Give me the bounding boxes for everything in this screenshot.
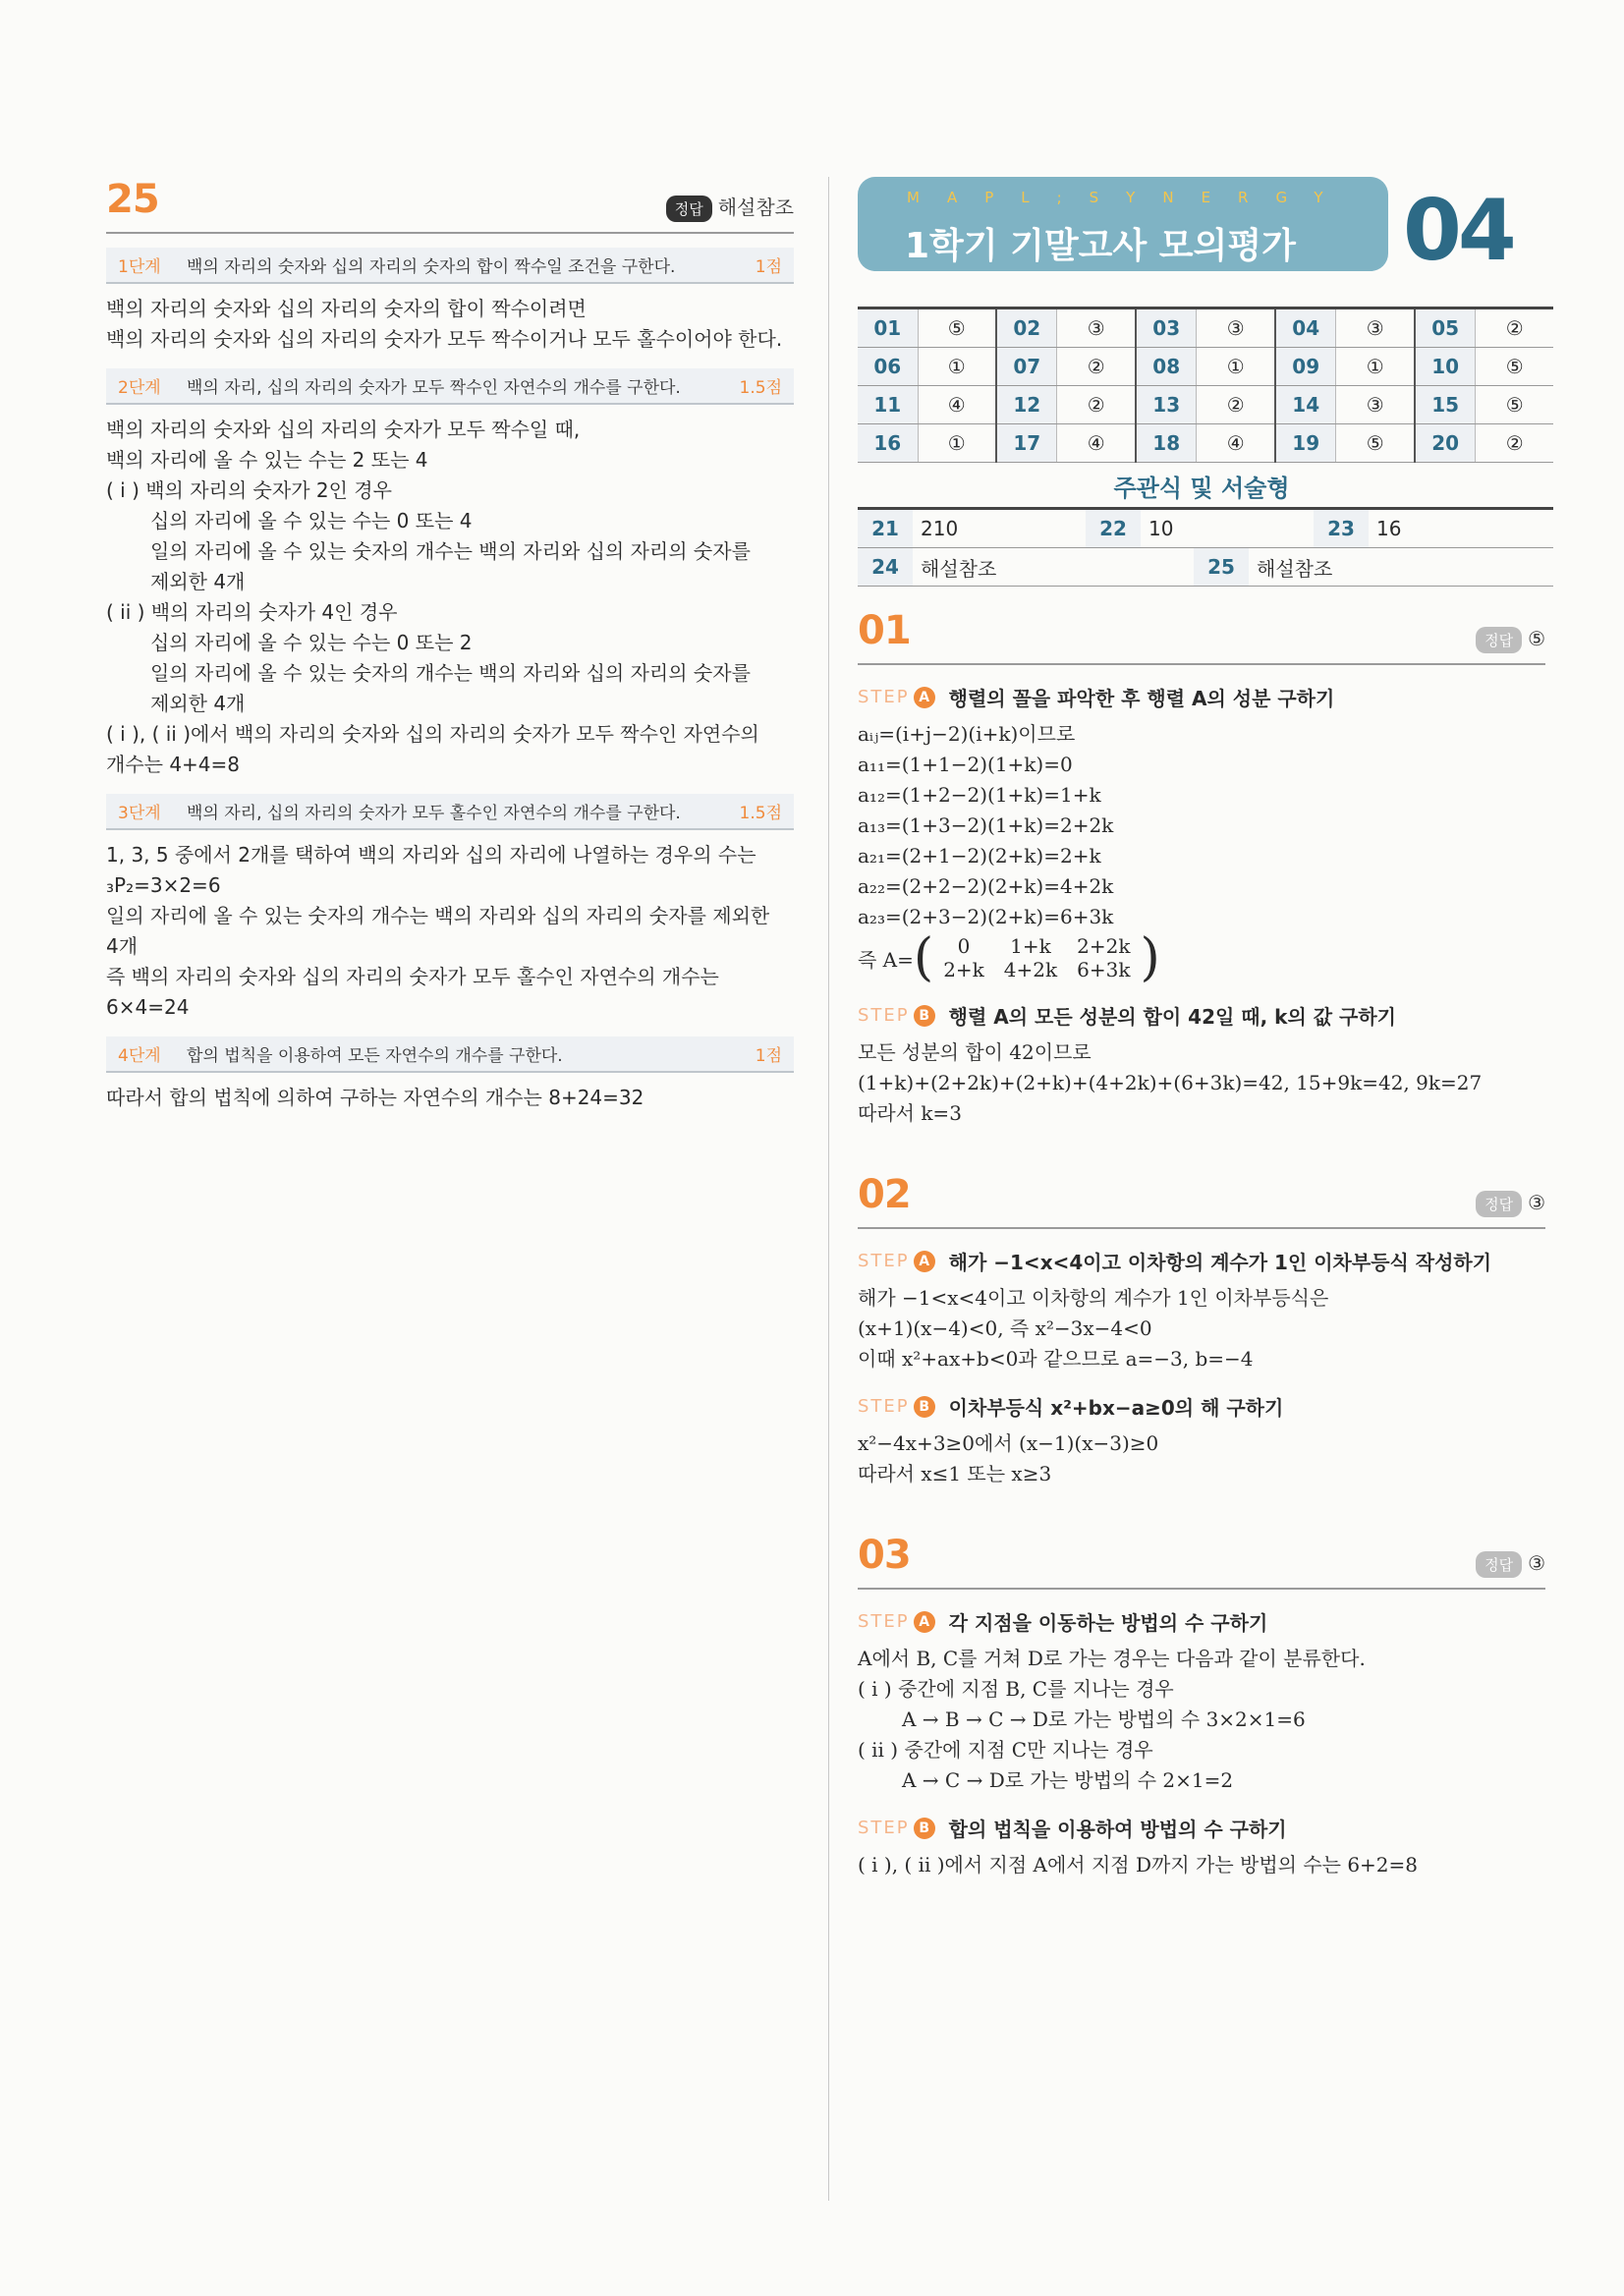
step-heading <box>858 1814 1545 1842</box>
cell-answer: 16 <box>1369 509 1553 548</box>
q25-header <box>106 177 794 234</box>
cell-number: 04 <box>1275 308 1336 348</box>
left-paren: ( <box>913 928 934 987</box>
stage-desc: 합의 법칙을 이용하여 모든 자연수의 개수를 구한다. <box>187 1046 563 1066</box>
exam-banner <box>858 177 1545 285</box>
text-line: ( i ) 백의 자리의 숫자가 2인 경우 <box>106 478 392 502</box>
stage-points: 1.5점 <box>739 378 782 398</box>
text-line: a₂₂=(2+2−2)(2+k)=4+2k <box>858 874 1114 898</box>
cell-answer: ① <box>918 348 996 386</box>
text-line: 백의 자리의 숫자와 십의 자리의 숫자가 모두 짝수일 때, <box>106 418 581 441</box>
text-line: a₁₂=(1+2−2)(1+k)=1+k <box>858 783 1101 807</box>
text-line: 4개 <box>106 934 139 958</box>
cell-answer: ① <box>1336 348 1415 386</box>
right-column <box>858 177 1545 1880</box>
cell-number: 02 <box>996 308 1057 348</box>
answer-badge: 정답 <box>1476 627 1522 653</box>
subjective-title: 주관식 및 서술형 <box>1113 475 1290 502</box>
step-title: 행렬 A의 모든 성분의 합이 42일 때, k의 값 구하기 <box>948 1005 1396 1029</box>
cell-answer: ⑤ <box>918 308 996 348</box>
table-row <box>858 548 1553 587</box>
step-title: 이차부등식 x²+bx−a≥0의 해 구하기 <box>948 1396 1284 1420</box>
cell-number: 15 <box>1415 386 1476 424</box>
text-line: 따라서 합의 법칙에 의하여 구하는 자연수의 개수는 8+24=32 <box>106 1086 644 1109</box>
solution-body <box>858 719 1545 987</box>
matrix-a <box>858 928 1160 987</box>
cell-number: 01 <box>858 308 918 348</box>
stage-body <box>106 294 794 355</box>
step-letter-icon: B <box>914 1005 935 1027</box>
text-line: aᵢⱼ=(i+j−2)(i+k)이므로 <box>858 722 1076 746</box>
matrix-table <box>933 934 1140 981</box>
text-line: 6×4=24 <box>106 995 190 1019</box>
cell-number: 07 <box>996 348 1057 386</box>
text-line: ( i ), ( ii )에서 백의 자리의 숫자와 십의 자리의 숫자가 모두 짝수인 자연수의 <box>106 722 759 746</box>
step-letter-icon: A <box>914 1611 935 1633</box>
stage-bar <box>106 248 794 284</box>
matrix-cell: 4+2k <box>1003 958 1058 981</box>
cell-answer: ② <box>1057 348 1136 386</box>
text-line: 십의 자리에 올 수 있는 수는 0 또는 4 <box>150 509 473 532</box>
solution-body <box>858 1428 1545 1489</box>
stage-desc: 백의 자리, 십의 자리의 숫자가 모두 짝수인 자연수의 개수를 구한다. <box>187 378 681 398</box>
cell-answer: ③ <box>1336 308 1415 348</box>
column-divider <box>828 177 829 2201</box>
text-line: x²−4x+3≥0에서 (x−1)(x−3)≥0 <box>858 1431 1159 1455</box>
answer-label <box>666 192 794 222</box>
text-line: 1, 3, 5 중에서 2개를 택하여 백의 자리와 십의 자리에 나열하는 경우의 수는 <box>106 843 756 867</box>
text-line: ₃P₂=3×2=6 <box>106 873 221 897</box>
cell-number: 13 <box>1136 386 1197 424</box>
step-heading <box>858 1392 1545 1421</box>
step-heading <box>858 1247 1545 1275</box>
text-line: (x+1)(x−4)<0, 즉 x²−3x−4<0 <box>858 1316 1152 1340</box>
stage-desc: 백의 자리의 숫자와 십의 자리의 숫자의 합이 짝수일 조건을 구한다. <box>187 257 676 277</box>
cell-answer: 해설참조 <box>913 548 1194 587</box>
matrix-prefix: 즉 A= <box>858 947 914 972</box>
question-number: 25 <box>106 177 159 222</box>
step-title: 합의 법칙을 이용하여 방법의 수 구하기 <box>948 1818 1287 1841</box>
cell-number: 06 <box>858 348 918 386</box>
solution-body <box>858 1644 1545 1796</box>
cell-answer: ② <box>1476 308 1553 348</box>
question-number: 03 <box>858 1533 911 1578</box>
stage-bar <box>106 794 794 830</box>
question-number: 01 <box>858 608 911 653</box>
stage-label: 3단계 <box>118 804 161 823</box>
banner-subtitle: MAPL;SYNERGY <box>907 189 1351 206</box>
text-line: 일의 자리에 올 수 있는 숫자의 개수는 백의 자리와 십의 자리의 숫자를 <box>150 539 751 563</box>
cell-number: 17 <box>996 424 1057 463</box>
text-line: 해가 −1<x<4이고 이차항의 계수가 1인 이차부등식은 <box>858 1286 1329 1310</box>
answer-badge: 정답 <box>666 196 712 222</box>
stage-body <box>106 1083 794 1113</box>
matrix-cell: 2+k <box>943 958 984 981</box>
text-line: ( i ), ( ii )에서 지점 A에서 지점 D까지 가는 방법의 수는 6+2=8 <box>858 1853 1419 1876</box>
answer-value: ⑤ <box>1528 627 1545 650</box>
text-line: 제외한 4개 <box>150 570 246 593</box>
cell-number: 09 <box>1275 348 1336 386</box>
cell-number: 25 <box>1194 548 1249 587</box>
cell-number: 20 <box>1415 424 1476 463</box>
text-line: 개수는 4+4=8 <box>106 753 241 776</box>
matrix-cell: 6+3k <box>1077 958 1131 981</box>
cell-answer: ② <box>1057 386 1136 424</box>
text-line: 이때 x²+ax+b<0과 같으므로 a=−3, b=−4 <box>858 1347 1254 1371</box>
cell-answer: ④ <box>1197 424 1275 463</box>
solution-body <box>858 1037 1545 1129</box>
cell-number: 12 <box>996 386 1057 424</box>
text-line: a₁₃=(1+3−2)(1+k)=2+2k <box>858 813 1114 837</box>
step-title: 행렬의 꼴을 파악한 후 행렬 A의 성분 구하기 <box>948 687 1335 710</box>
cell-number: 22 <box>1086 509 1141 548</box>
table-row <box>858 308 1553 348</box>
subjective-table-2 <box>858 548 1553 587</box>
right-paren: ) <box>1140 928 1160 987</box>
step-heading <box>858 683 1545 711</box>
stage-bar <box>106 368 794 405</box>
text-line: a₁₁=(1+1−2)(1+k)=0 <box>858 753 1073 776</box>
stage-label: 2단계 <box>118 378 161 398</box>
cell-answer: 해설참조 <box>1249 548 1553 587</box>
step-title: 각 지점을 이동하는 방법의 수 구하기 <box>948 1611 1268 1635</box>
cell-answer: ② <box>1476 424 1553 463</box>
solution-body <box>858 1850 1545 1880</box>
text-line: 일의 자리에 올 수 있는 숫자의 개수는 백의 자리와 십의 자리의 숫자를 제외한 <box>106 904 770 927</box>
cell-number: 18 <box>1136 424 1197 463</box>
solution-body <box>858 1283 1545 1374</box>
step-heading <box>858 1001 1545 1030</box>
subjective-table <box>858 507 1553 548</box>
text-line: 십의 자리에 올 수 있는 수는 0 또는 2 <box>150 631 473 654</box>
text-line: 백의 자리에 올 수 있는 수는 2 또는 4 <box>106 448 428 472</box>
text-line: 즉 백의 자리의 숫자와 십의 자리의 숫자가 모두 홀수인 자연수의 개수는 <box>106 965 719 988</box>
text-line: 일의 자리에 올 수 있는 숫자의 개수는 백의 자리와 십의 자리의 숫자를 <box>150 661 751 685</box>
stage-label: 4단계 <box>118 1046 161 1066</box>
text-line: A → B → C → D로 가는 방법의 수 3×2×1=6 <box>902 1708 1306 1731</box>
text-line: a₂₃=(2+3−2)(2+k)=6+3k <box>858 905 1114 928</box>
cell-answer: ⑤ <box>1476 348 1553 386</box>
stage-points: 1점 <box>755 257 782 277</box>
cell-number: 14 <box>1275 386 1336 424</box>
stage-label: 1단계 <box>118 257 161 277</box>
cell-number: 21 <box>858 509 913 548</box>
text-line: 모든 성분의 합이 42이므로 <box>858 1040 1092 1064</box>
cell-answer: ⑤ <box>1476 386 1553 424</box>
answer-label <box>1476 1191 1545 1217</box>
cell-answer: ① <box>1197 348 1275 386</box>
left-column <box>106 177 794 1113</box>
q01-header <box>858 608 1545 665</box>
text-line: (1+k)+(2+2k)+(2+k)+(4+2k)+(6+3k)=42, 15+9k=42, 9k=27 <box>858 1071 1483 1094</box>
answer-text: 해설참조 <box>717 196 794 219</box>
banner-number: 04 <box>1403 182 1513 280</box>
stage-body <box>106 840 794 1023</box>
step-heading <box>858 1607 1545 1636</box>
table-row <box>858 509 1553 548</box>
table-row <box>858 348 1553 386</box>
text-line: ( ii ) 백의 자리의 숫자가 4인 경우 <box>106 600 398 624</box>
cell-answer: ④ <box>1057 424 1136 463</box>
text-line: 따라서 x≤1 또는 x≥3 <box>858 1462 1052 1485</box>
question-number: 02 <box>858 1172 911 1217</box>
cell-answer: ① <box>918 424 996 463</box>
answer-table <box>858 307 1553 463</box>
text-line: 백의 자리의 숫자와 십의 자리의 숫자가 모두 짝수이거나 모두 홀수이어야 한다. <box>106 327 783 351</box>
cell-answer: ③ <box>1336 386 1415 424</box>
cell-number: 10 <box>1415 348 1476 386</box>
stage-points: 1.5점 <box>739 804 782 823</box>
q02-header <box>858 1172 1545 1229</box>
answer-value: ③ <box>1528 1191 1545 1214</box>
cell-number: 08 <box>1136 348 1197 386</box>
step-tag: STEP <box>858 1611 910 1632</box>
cell-number: 16 <box>858 424 918 463</box>
matrix-cell: 1+k <box>1010 934 1051 958</box>
step-letter-icon: B <box>914 1396 935 1418</box>
step-tag: STEP <box>858 1396 910 1417</box>
step-letter-icon: B <box>914 1818 935 1839</box>
answer-label <box>1476 1551 1545 1578</box>
cell-number: 24 <box>858 548 913 587</box>
cell-answer: 210 <box>913 509 1086 548</box>
text-line: 백의 자리의 숫자와 십의 자리의 숫자의 합이 짝수이려면 <box>106 297 587 320</box>
q03-header <box>858 1533 1545 1590</box>
cell-answer: 10 <box>1141 509 1314 548</box>
stage-points: 1점 <box>755 1046 782 1066</box>
cell-answer: ⑤ <box>1336 424 1415 463</box>
text-line: ( ii ) 중간에 지점 C만 지나는 경우 <box>858 1738 1153 1762</box>
answer-label <box>1476 627 1545 653</box>
table-row <box>858 386 1553 424</box>
step-title: 해가 −1<x<4이고 이차항의 계수가 1인 이차부등식 작성하기 <box>948 1251 1492 1274</box>
answer-value: ③ <box>1528 1551 1545 1575</box>
text-line: A에서 B, C를 거쳐 D로 가는 경우는 다음과 같이 분류한다. <box>858 1647 1366 1670</box>
cell-number: 05 <box>1415 308 1476 348</box>
stage-bar <box>106 1036 794 1073</box>
step-tag: STEP <box>858 1005 910 1026</box>
answer-badge: 정답 <box>1476 1191 1522 1217</box>
step-letter-icon: A <box>914 1251 935 1272</box>
cell-number: 03 <box>1136 308 1197 348</box>
cell-number: 19 <box>1275 424 1336 463</box>
answer-badge: 정답 <box>1476 1551 1522 1578</box>
text-line: 따라서 k=3 <box>858 1101 962 1125</box>
cell-number: 11 <box>858 386 918 424</box>
cell-answer: ④ <box>918 386 996 424</box>
step-tag: STEP <box>858 687 910 707</box>
step-letter-icon: A <box>914 687 935 708</box>
table-row <box>858 424 1553 463</box>
stage-body <box>106 415 794 780</box>
step-tag: STEP <box>858 1251 910 1271</box>
text-line: ( i ) 중간에 지점 B, C를 지나는 경우 <box>858 1677 1174 1701</box>
text-line: 제외한 4개 <box>150 692 246 715</box>
stage-desc: 백의 자리, 십의 자리의 숫자가 모두 홀수인 자연수의 개수를 구한다. <box>187 804 681 823</box>
cell-number: 23 <box>1314 509 1369 548</box>
text-line: a₂₁=(2+1−2)(2+k)=2+k <box>858 844 1101 868</box>
banner-title: 1학기 기말고사 모의평가 <box>905 226 1296 266</box>
matrix-cell: 2+2k <box>1077 934 1131 958</box>
cell-answer: ③ <box>1057 308 1136 348</box>
matrix-cell: 0 <box>957 934 971 958</box>
cell-answer: ③ <box>1197 308 1275 348</box>
text-line: A → C → D로 가는 방법의 수 2×1=2 <box>902 1768 1234 1792</box>
step-tag: STEP <box>858 1818 910 1838</box>
cell-answer: ② <box>1197 386 1275 424</box>
